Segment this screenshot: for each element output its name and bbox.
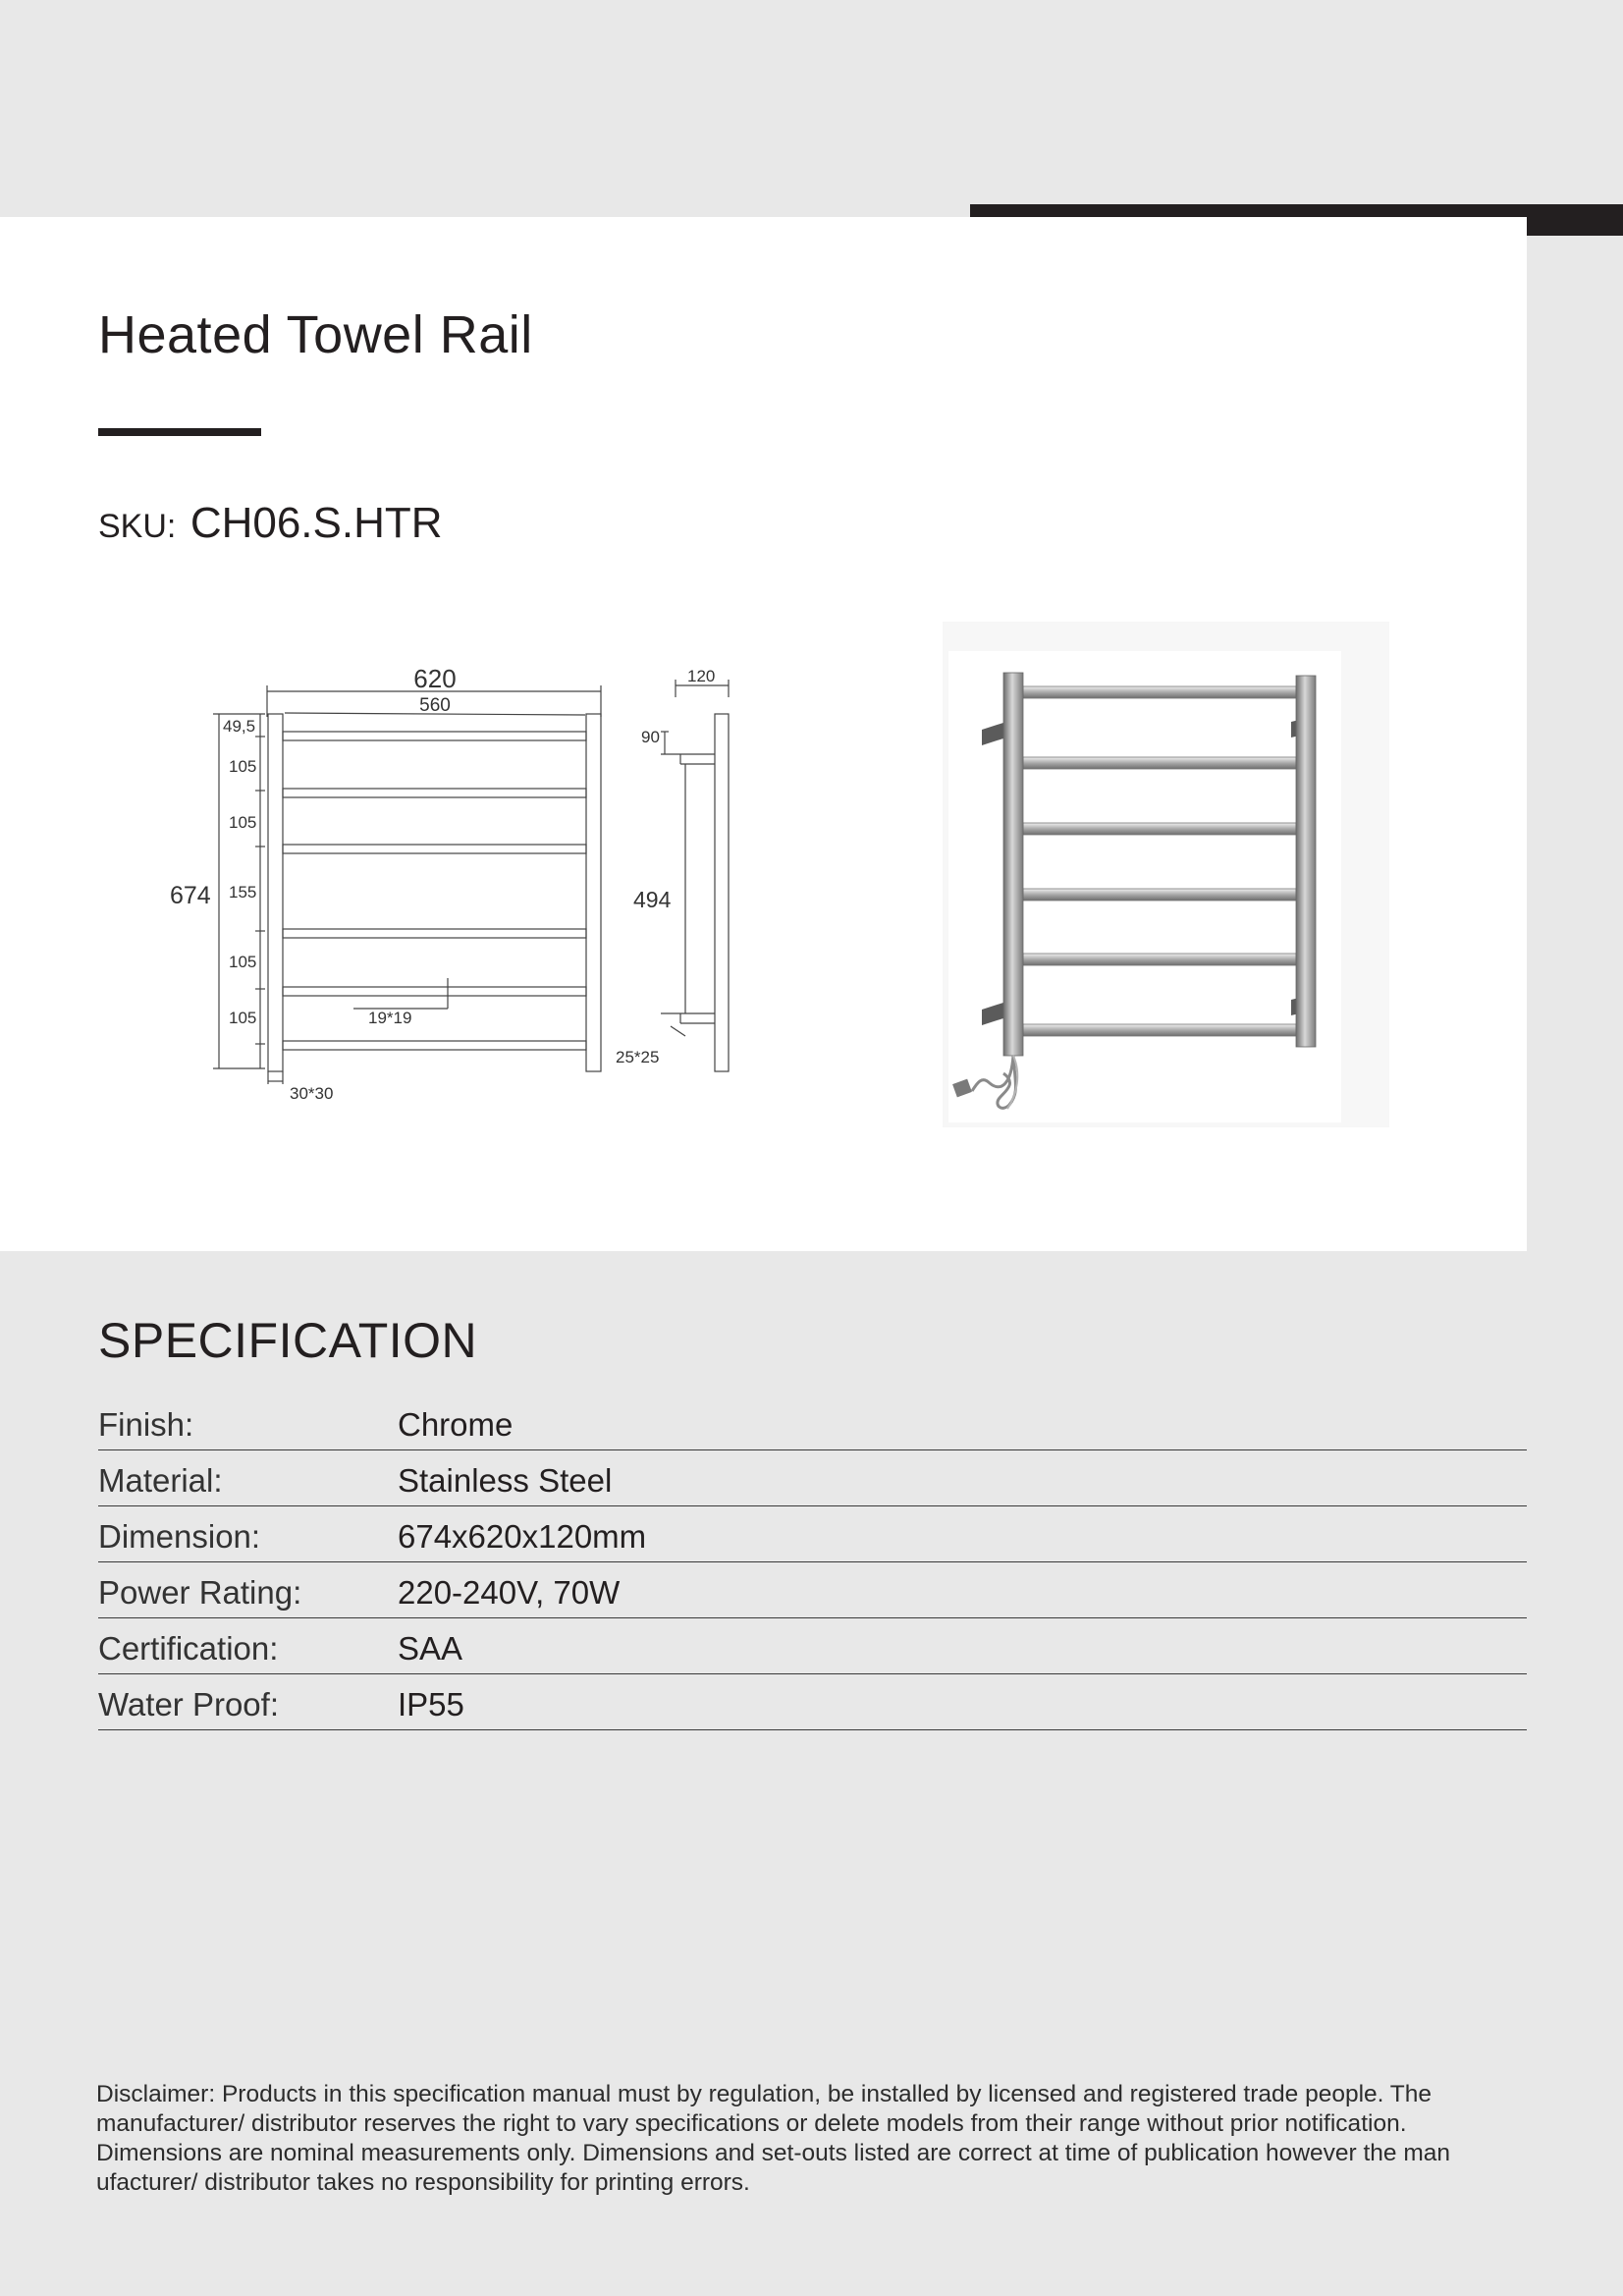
product-photo xyxy=(943,622,1389,1127)
sku-label: SKU: xyxy=(98,508,177,545)
dim-overall-width: 620 xyxy=(413,664,457,693)
technical-drawing xyxy=(157,658,746,1120)
dim-spacing-4: 155 xyxy=(229,883,257,902)
spec-value: SAA xyxy=(398,1630,463,1667)
spec-row-power-rating xyxy=(98,1562,1527,1618)
spec-row-dimension xyxy=(98,1506,1527,1562)
spec-heading: SPECIFICATION xyxy=(98,1313,478,1368)
dim-bracket-size: 25*25 xyxy=(616,1048,660,1066)
spec-row-material xyxy=(98,1450,1527,1506)
dim-inner-width: 560 xyxy=(419,695,451,716)
spec-table xyxy=(98,1394,1527,1730)
dim-spacing-6: 105 xyxy=(229,1009,257,1027)
dim-spacing-1: 49,5 xyxy=(223,717,256,736)
spec-value: 220-240V, 70W xyxy=(398,1574,621,1611)
dim-spacing-2: 105 xyxy=(229,757,257,776)
spec-label: Finish: xyxy=(98,1406,194,1443)
dim-bracket-spacing: 494 xyxy=(633,887,672,912)
dim-overall-height: 674 xyxy=(170,882,211,909)
dim-spacing-3: 105 xyxy=(229,813,257,832)
title-underline xyxy=(98,428,261,436)
spec-row-finish xyxy=(98,1394,1527,1450)
sku-line xyxy=(98,499,443,548)
spec-label: Material: xyxy=(98,1462,223,1499)
dim-post-size: 30*30 xyxy=(290,1084,334,1103)
spec-row-water-proof xyxy=(98,1674,1527,1730)
spec-row-certification xyxy=(98,1618,1527,1674)
spec-value: IP55 xyxy=(398,1686,464,1722)
spec-label: Dimension: xyxy=(98,1518,261,1555)
sku-value: CH06.S.HTR xyxy=(189,499,443,547)
spec-label: Certification: xyxy=(98,1630,279,1667)
disclaimer-text: Disclaimer: Products in this specification manual must by regulation, be installed by licensed and registered trade people. The manufacturer/ distributor reserves the right to vary specifications or delete models from their range without prior notification. Dimensions are nominal measurements only. Dimensions and set-outs listed are correct at time of publication however the man ufacturer/ distributor takes no responsibility for printing errors. xyxy=(96,2081,1450,2196)
page-title: Heated Towel Rail xyxy=(98,305,533,364)
dim-bracket-offset: 90 xyxy=(641,728,660,746)
dim-spacing-5: 105 xyxy=(229,953,257,971)
spec-value: Chrome xyxy=(398,1406,514,1443)
dim-rail-size: 19*19 xyxy=(368,1009,412,1027)
spec-label: Water Proof: xyxy=(98,1686,279,1722)
dim-depth: 120 xyxy=(687,667,716,685)
spec-value: Stainless Steel xyxy=(398,1462,613,1499)
spec-label: Power Rating: xyxy=(98,1574,302,1611)
spec-value: 674x620x120mm xyxy=(398,1518,647,1555)
